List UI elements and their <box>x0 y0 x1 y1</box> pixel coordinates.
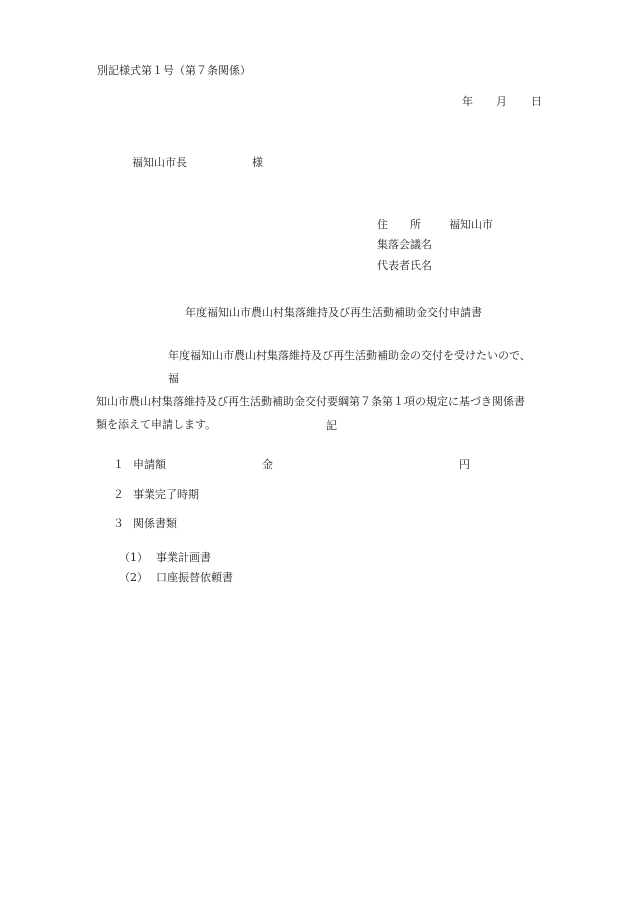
document-title: 年度福知山市農山村集落維持及び再生活動補助金交付申請書 <box>185 306 482 319</box>
date-month-label: 月 <box>496 95 507 108</box>
attachment-business-plan: 事業計画書 <box>156 551 211 564</box>
addressee-name: 福知山市長 <box>132 156 187 169</box>
item-row-1 <box>113 459 124 470</box>
amount-yen-label: 円 <box>459 458 470 471</box>
amount-kin-label: 金 <box>262 458 273 471</box>
date-year-label: 年 <box>462 95 473 108</box>
item-number: １ <box>113 458 124 471</box>
body-paragraph <box>96 344 536 436</box>
item-label-related-documents: 関係書類 <box>133 517 177 530</box>
ki-heading: 記 <box>326 419 337 432</box>
body-line-2: 知山市農山村集落維持及び再生活動補助金交付要綱第７条第１項の規定に基づき関係書 <box>96 395 525 408</box>
attachment-number: （2） <box>119 571 148 584</box>
item-number: ３ <box>113 517 124 530</box>
representative-label: 代表者氏名 <box>377 259 432 272</box>
body-line-3: 類を添えて申請します。 <box>96 418 217 431</box>
date-day-label: 日 <box>531 95 542 108</box>
body-line-1: 年度福知山市農山村集落維持及び再生活動補助金の交付を受けたいので、福 <box>168 349 531 385</box>
attachment-transfer-request: 口座振替依頼書 <box>156 571 233 584</box>
form-label: 別記様式第１号（第７条関係） <box>97 64 251 77</box>
item-label-application-amount: 申請額 <box>133 458 166 471</box>
item-number: ２ <box>113 488 124 501</box>
attachment-number: （1） <box>119 551 148 564</box>
addressee-honorific: 様 <box>252 156 263 169</box>
council-name-label: 集落会議名 <box>377 238 432 251</box>
address-label: 住 所 <box>377 218 421 231</box>
item-label-completion-period: 事業完了時期 <box>133 488 199 501</box>
address-value: 福知山市 <box>449 218 493 231</box>
